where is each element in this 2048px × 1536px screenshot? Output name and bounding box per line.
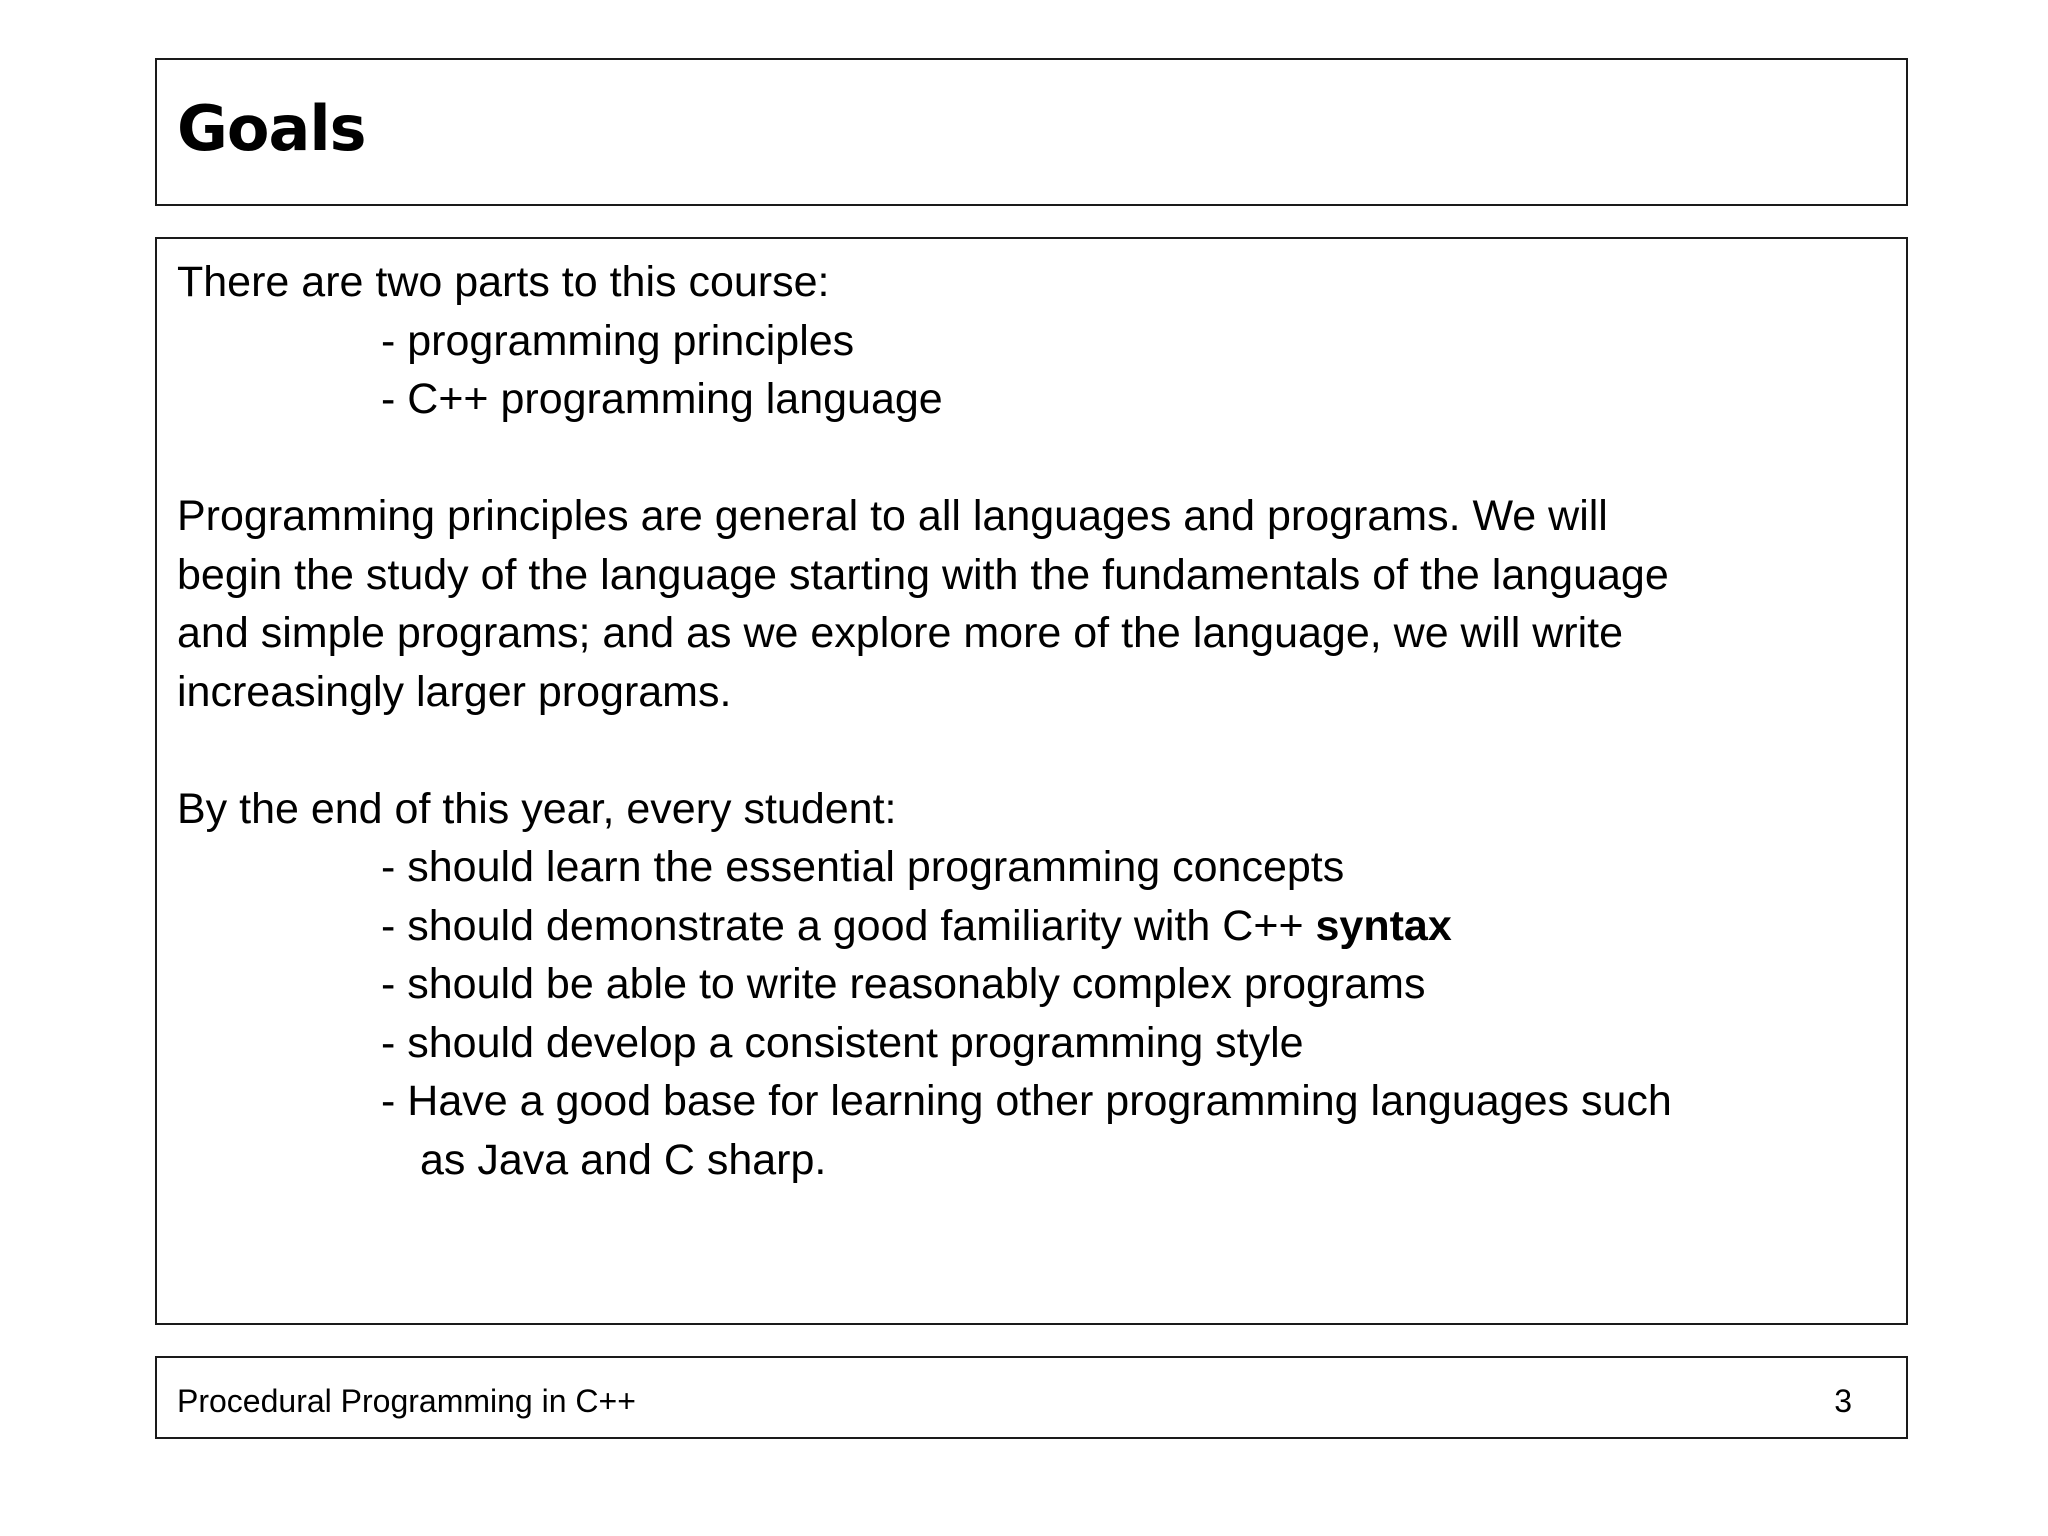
paragraph-line: and simple programs; and as we explore more of the language, we will write bbox=[177, 609, 1624, 657]
title-frame bbox=[155, 58, 1908, 206]
spacer bbox=[177, 429, 1886, 488]
slide-title: Goals bbox=[177, 92, 366, 165]
goal-item: - Have a good base for learning other programming languages such bbox=[381, 1077, 1672, 1125]
paragraph-line: increasingly larger programs. bbox=[177, 667, 732, 716]
goals-intro: By the end of this year, every student: bbox=[177, 784, 897, 833]
goal-item: - should be able to write reasonably complex programs bbox=[381, 960, 1426, 1008]
footer-course-title: Procedural Programming in C++ bbox=[177, 1383, 636, 1419]
intro-text: There are two parts to this course: bbox=[177, 258, 830, 306]
goal-item-continuation: as Java and C sharp. bbox=[420, 1135, 827, 1184]
part-item: - programming principles bbox=[381, 316, 855, 365]
goal-emphasis: syntax bbox=[1315, 901, 1452, 950]
goal-item: - should learn the essential programming concepts bbox=[381, 843, 1345, 891]
part-item: - C++ programming language bbox=[381, 375, 943, 423]
footer-frame bbox=[155, 1356, 1908, 1439]
goal-text: - should demonstrate a good familiarity with C++ bbox=[381, 901, 1316, 950]
spacer bbox=[177, 721, 1886, 780]
paragraph-line: Programming principles are general to all languages and programs. We will bbox=[177, 492, 1608, 540]
goal-item bbox=[177, 897, 1886, 956]
content-frame bbox=[155, 237, 1908, 1325]
goal-item: - should develop a consistent programming style bbox=[381, 1018, 1304, 1067]
paragraph-line: begin the study of the language starting with the fundamentals of the language bbox=[177, 550, 1669, 599]
page-number: 3 bbox=[1834, 1383, 1852, 1419]
slide-body bbox=[177, 253, 1886, 1189]
